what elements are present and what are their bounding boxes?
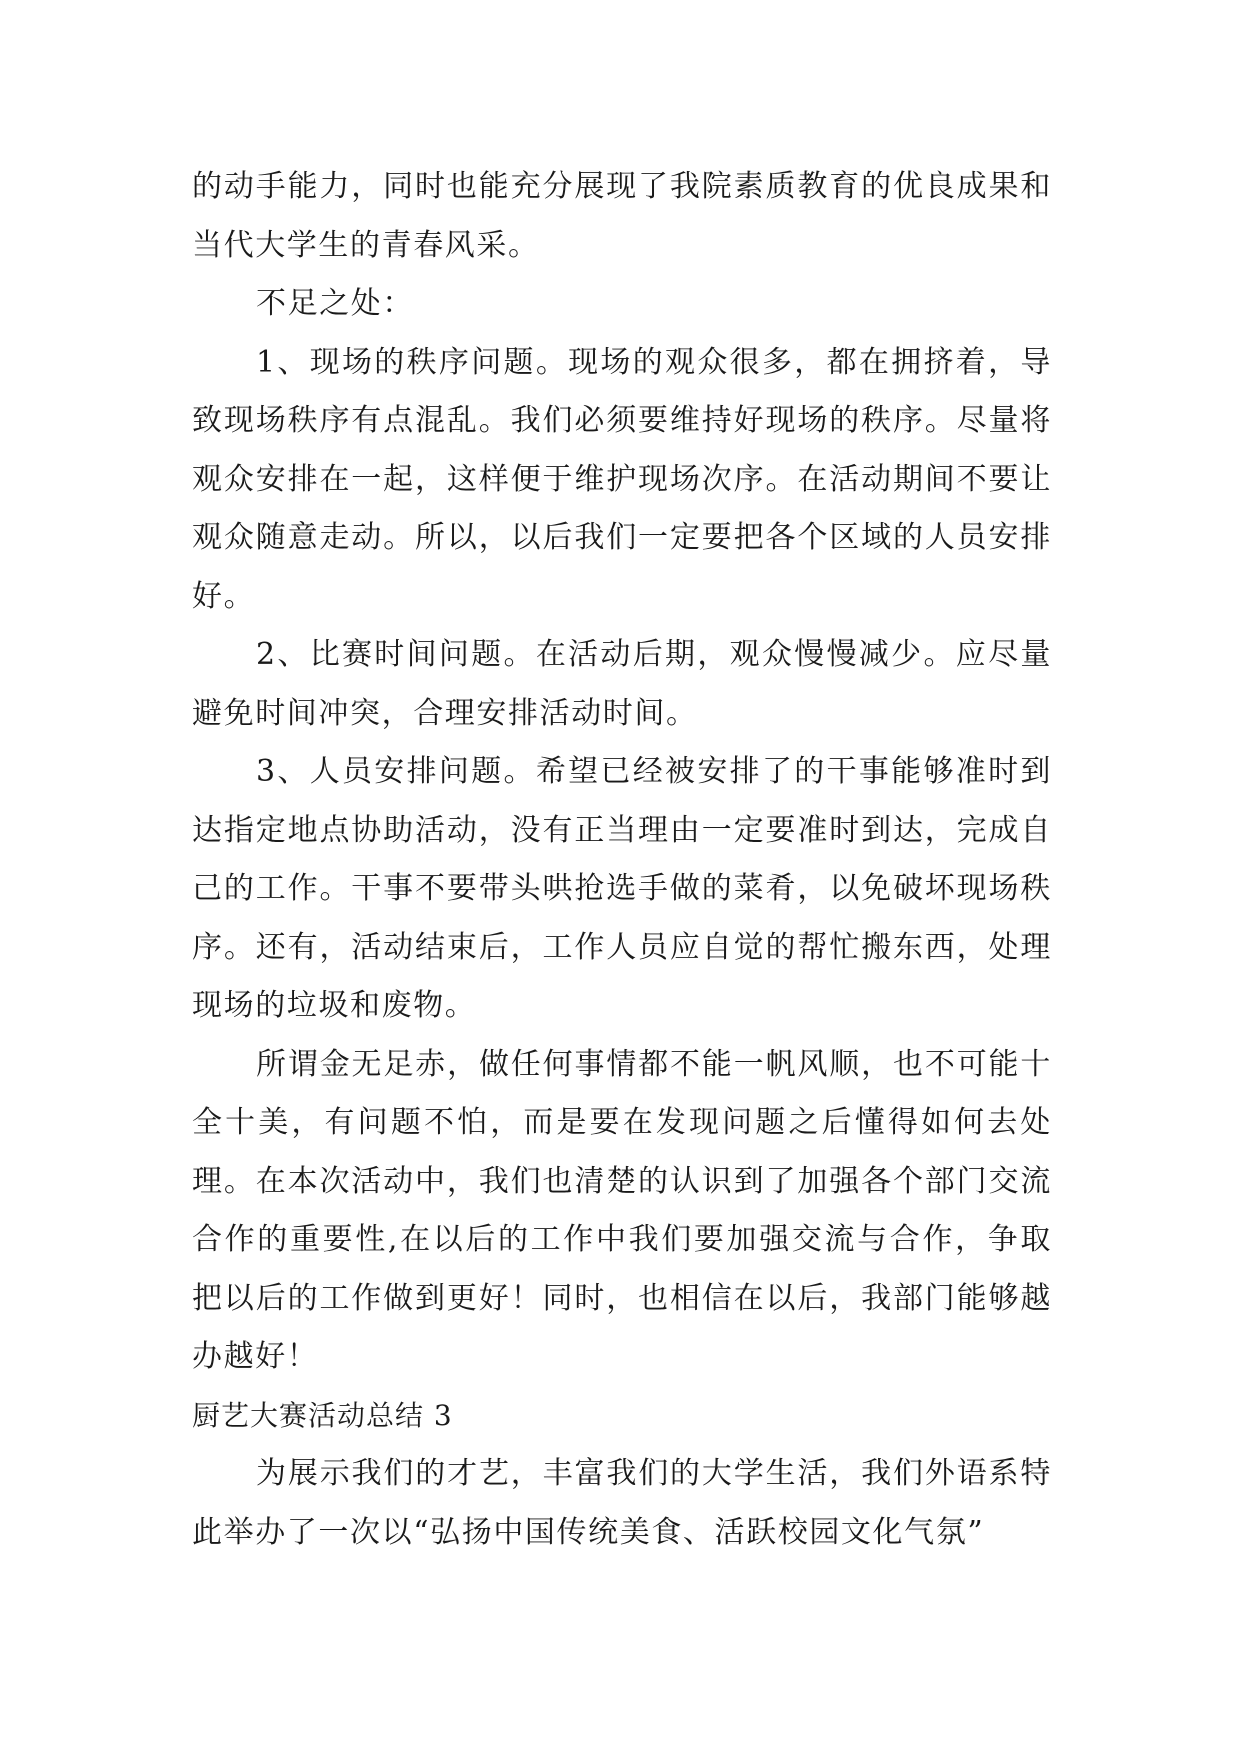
paragraph-item-1: 1、现场的秩序问题。现场的观众很多，都在拥挤着，导致现场秩序有点混乱。我们必须要维持好现场的秩序。尽量将观众安排在一起，这样便于维护现场次序。在活动期间不要让观众随意走动。所以，以后我们一定要把各个区域的人员安排好。 [192,344,1052,614]
paragraph-continuation: 的动手能力，同时也能充分展现了我院素质教育的优良成果和当代大学生的青春风采。 [192,169,1052,263]
paragraph-item-3: 3、人员安排问题。希望已经被安排了的干事能够准时到达指定地点协助活动，没有正当理由一定要准时到达，完成自己的工作。干事不要带头哄抢选手做的菜肴，以免破坏现场秩序。还有，活动结束后，工作人员应自觉的帮忙搬东西，处理现场的垃圾和废物。 [192,754,1052,1023]
paragraph-item-2: 2、比赛时间问题。在活动后期，观众慢慢减少。应尽量避免时间冲突，合理安排活动时间。 [192,637,1052,731]
paragraph-intro: 为展示我们的才艺，丰富我们的大学生活，我们外语系特此举办了一次以“弘扬中国传统美食、活跃校园文化气氛” [192,1456,1052,1550]
paragraph-shortcomings-label: 不足之处： [256,286,414,321]
paragraph-conclusion: 所谓金无足赤，做任何事情都不能一帆风顺，也不可能十全十美，有问题不怕，而是要在发现问题之后懂得如何去处理。在本次活动中，我们也清楚的认识到了加强各个部门交流合作的重要性,在以后的工作中我们要加强交流与合作，争取把以后的工作做到更好！同时，也相信在以后，我部门能够越办越好！ [192,1046,1052,1374]
section-heading: 厨艺大赛活动总结 3 [192,1398,453,1432]
document-body [192,158,1052,1562]
